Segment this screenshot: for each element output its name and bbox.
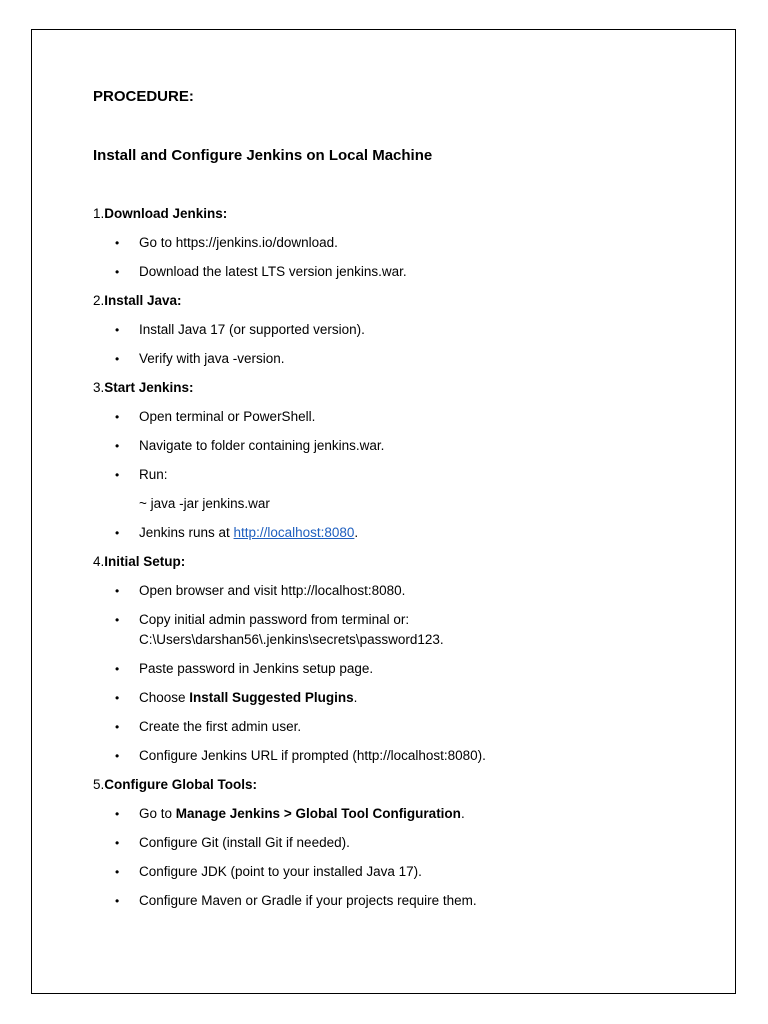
step-2-heading: 2.Install Java: xyxy=(93,293,182,308)
list-item: • Go to https://jenkins.io/download. xyxy=(93,233,703,262)
list-item: • Download the latest LTS version jenkins.war. xyxy=(93,262,703,291)
step-3-list-continued xyxy=(93,523,703,552)
list-item: • Open terminal or PowerShell. xyxy=(93,407,703,436)
document-title: Install and Configure Jenkins on Local Machine xyxy=(93,147,433,164)
bullet-icon: • xyxy=(115,836,120,850)
bullet-icon: • xyxy=(115,691,120,705)
list-item: • Copy initial admin password from terminal or: C:\Users\darshan56\.jenkins\secrets\password123. xyxy=(115,612,444,647)
bullet-icon: • xyxy=(115,894,120,908)
bullet-icon: • xyxy=(115,439,120,453)
list-item: • Configure Maven or Gradle if your projects require them. xyxy=(93,891,703,920)
list-item: • Run: xyxy=(93,465,703,494)
list-item: • Open browser and visit http://localhost:8080. xyxy=(93,581,703,610)
password-path: C:\Users\darshan56\.jenkins\secrets\password123. xyxy=(139,632,444,647)
bullet-icon: • xyxy=(115,236,120,250)
bullet-icon: • xyxy=(115,584,120,598)
bullet-icon: • xyxy=(115,613,120,627)
bullet-icon: • xyxy=(115,352,120,366)
list-item: • Install Java 17 (or supported version). xyxy=(93,320,703,349)
step-5-list xyxy=(93,804,703,920)
list-item: • Jenkins runs at http://localhost:8080. xyxy=(93,523,703,552)
document-page xyxy=(31,29,736,994)
list-item: • Configure JDK (point to your installed Java 17). xyxy=(93,862,703,891)
bullet-icon: • xyxy=(115,323,120,337)
step-4-heading: 4.Initial Setup: xyxy=(93,554,186,569)
list-item: • Choose Install Suggested Plugins. xyxy=(93,688,703,717)
step-3-heading: 3.Start Jenkins: xyxy=(93,380,194,395)
bullet-icon: • xyxy=(115,807,120,821)
bullet-icon: • xyxy=(115,662,120,676)
bullet-icon: • xyxy=(115,265,120,279)
step-2-list xyxy=(93,320,703,378)
bullet-icon: • xyxy=(115,468,120,482)
list-item: • Configure Jenkins URL if prompted (http://localhost:8080). xyxy=(93,746,703,775)
localhost-link[interactable]: http://localhost:8080 xyxy=(233,525,355,540)
bullet-icon: • xyxy=(115,749,120,763)
bullet-icon: • xyxy=(115,720,120,734)
bullet-icon: • xyxy=(115,526,120,540)
list-item: • Navigate to folder containing jenkins.war. xyxy=(93,436,703,465)
step-1-heading: 1.Download Jenkins: xyxy=(93,206,228,221)
command-line: ~ java -jar jenkins.war xyxy=(139,496,270,511)
bullet-icon: • xyxy=(115,410,120,424)
step-5-heading: 5.Configure Global Tools: xyxy=(93,777,258,792)
list-item: • Go to Manage Jenkins > Global Tool Configuration. xyxy=(93,804,703,833)
list-item: • Verify with java -version. xyxy=(93,349,703,378)
step-3-list xyxy=(93,407,703,494)
list-item: • Create the first admin user. xyxy=(93,717,703,746)
step-1-list xyxy=(93,233,703,291)
list-item: • Configure Git (install Git if needed). xyxy=(93,833,703,862)
bullet-icon: • xyxy=(115,865,120,879)
step-4-list xyxy=(93,581,703,775)
procedure-heading: PROCEDURE: xyxy=(93,88,194,105)
list-item: • Paste password in Jenkins setup page. xyxy=(93,659,703,688)
document-content xyxy=(93,87,703,920)
